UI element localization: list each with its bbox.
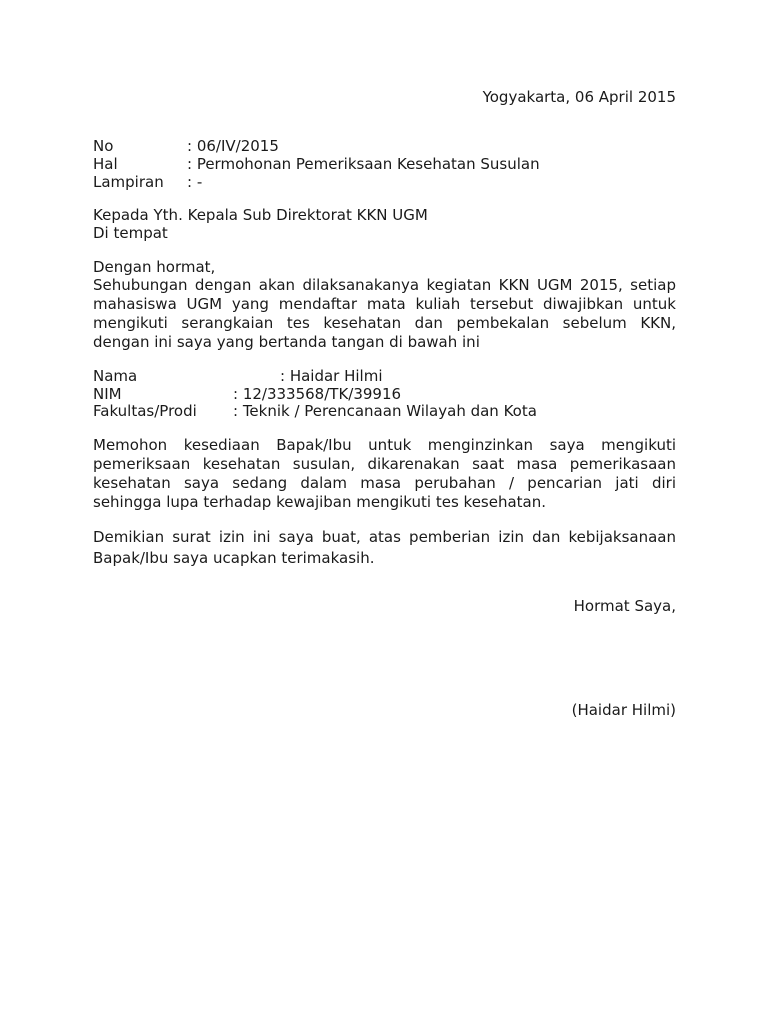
nama-label: Nama xyxy=(93,367,138,385)
nim-label: NIM xyxy=(93,385,122,403)
request-line: sehingga lupa terhadap kewajiban mengikuti tes kesehatan. xyxy=(93,493,547,511)
request-line: kesehatan saya sedang dalam masa perubahan / pencarian jati diri xyxy=(93,474,676,492)
lampiran-value: : - xyxy=(187,173,203,191)
nama-value: : Haidar Hilmi xyxy=(280,367,383,385)
closing-line: Bapak/Ibu saya ucapkan terimakasih. xyxy=(93,549,375,567)
meta-hal xyxy=(93,155,540,173)
identity-fakultas xyxy=(93,402,537,420)
nim-value: : 12/333568/TK/39916 xyxy=(233,385,402,403)
signature-name: (Haidar Hilmi) xyxy=(571,701,676,719)
salutation: Dengan hormat, xyxy=(93,258,216,276)
signature-greeting: Hormat Saya, xyxy=(573,597,676,615)
hal-value: : Permohonan Pemeriksaan Kesehatan Susulan xyxy=(187,155,540,173)
identity-nim xyxy=(93,385,401,403)
hal-label: Hal xyxy=(93,155,118,173)
closing-line: Demikian surat izin ini saya buat, atas pemberian izin dan kebijaksanaan xyxy=(93,528,676,546)
date-line: Yogyakarta, 06 April 2015 xyxy=(482,88,676,106)
identity-nama xyxy=(93,367,383,385)
opening-line: dengan ini saya yang bertanda tangan di bawah ini xyxy=(93,333,480,351)
request-line: Memohon kesediaan Bapak/Ibu untuk menginzinkan saya mengikuti xyxy=(93,436,676,454)
no-label: No xyxy=(93,137,114,155)
recipient-line-2: Di tempat xyxy=(93,224,168,242)
opening-line: Sehubungan dengan akan dilaksanakanya kegiatan KKN UGM 2015, setiap xyxy=(93,276,676,294)
meta-lampiran xyxy=(93,173,202,191)
opening-line: mengikuti serangkaian tes kesehatan dan pembekalan sebelum KKN, xyxy=(93,314,676,332)
fakultas-label: Fakultas/Prodi xyxy=(93,402,197,420)
meta-no xyxy=(93,137,279,155)
request-line: pemeriksaan kesehatan susulan, dikarenakan saat masa pemerikasaan xyxy=(93,455,676,473)
no-value: : 06/IV/2015 xyxy=(187,137,279,155)
recipient-line-1: Kepada Yth. Kepala Sub Direktorat KKN UGM xyxy=(93,206,428,224)
opening-line: mahasiswa UGM yang mendaftar mata kuliah tersebut diwajibkan untuk xyxy=(93,295,676,313)
lampiran-label: Lampiran xyxy=(93,173,164,191)
fakultas-value: : Teknik / Perencanaan Wilayah dan Kota xyxy=(233,402,537,420)
